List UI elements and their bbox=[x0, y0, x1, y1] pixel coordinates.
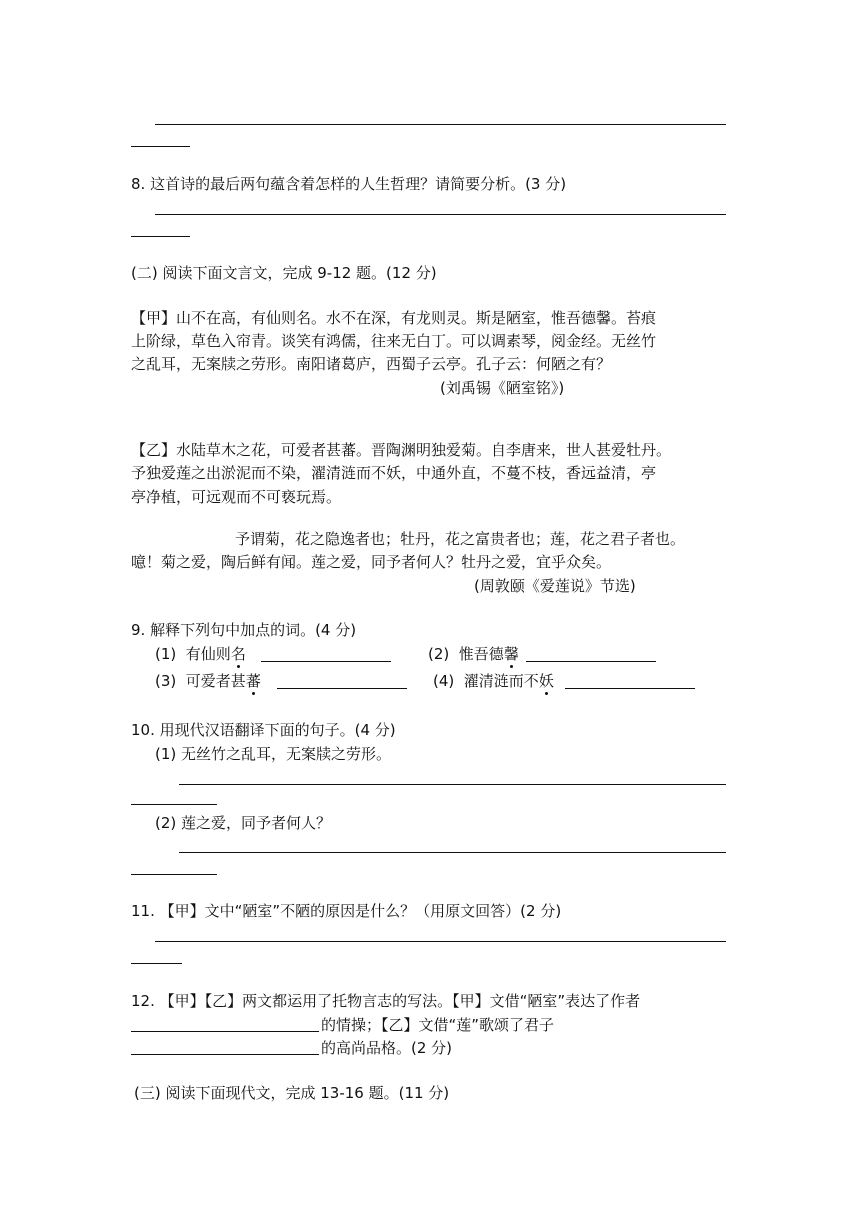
answer-line[interactable] bbox=[131, 874, 217, 875]
answer-line[interactable] bbox=[131, 804, 217, 805]
dotted-word: 馨 bbox=[503, 645, 519, 663]
item-number: (3) bbox=[155, 672, 177, 690]
passage-line: 上阶绿，草色入帘青。谈笑有鸿儒，往来无白丁。可以调素琴，阅金经。无丝竹 bbox=[131, 332, 657, 350]
answer-line[interactable] bbox=[155, 214, 726, 215]
passage-line: 【甲】山不在高，有仙则名。水不在深，有龙则灵。斯是陋室，惟吾德馨。苔痕 bbox=[131, 309, 657, 327]
answer-line[interactable] bbox=[179, 784, 726, 785]
q9-item bbox=[428, 643, 519, 665]
dotted-word: 妖 bbox=[538, 672, 554, 690]
answer-line[interactable] bbox=[131, 146, 190, 147]
passage-line: 噫！菊之爱，陶后鲜有闻。莲之爱，同予者何人？牡丹之爱，宜乎众矣。 bbox=[131, 553, 612, 571]
passage-line: 之乱耳，无案牍之劳形。南阳诸葛庐，西蜀子云亭。孔子云：何陋之有？ bbox=[131, 355, 612, 373]
item-text: 有仙则 bbox=[185, 645, 231, 663]
question-9: 9. 解释下列句中加点的词。(4 分) bbox=[131, 621, 357, 639]
q10-item: (2) 莲之爱，同予者何人？ bbox=[155, 814, 332, 832]
item-text: 可爱者甚 bbox=[185, 672, 246, 690]
answer-blank[interactable] bbox=[131, 1031, 319, 1032]
answer-line[interactable] bbox=[155, 941, 726, 942]
passage-line: 亭净植，可远观而不可亵玩焉。 bbox=[131, 488, 342, 506]
q9-item bbox=[155, 670, 261, 692]
q9-item bbox=[155, 643, 246, 665]
passage-line: 予谓菊，花之隐逸者也；牡丹，花之富贵者也；莲，花之君子者也。 bbox=[235, 530, 686, 548]
item-number: (4) bbox=[433, 672, 455, 690]
answer-line[interactable] bbox=[155, 124, 726, 125]
passage-source: (周敦颐《爱莲说》节选) bbox=[474, 577, 636, 595]
question-8: 8. 这首诗的最后两句蕴含着怎样的人生哲理？请简要分析。(3 分) bbox=[131, 175, 567, 193]
passage-source: (刘禹锡《陋室铭》) bbox=[440, 379, 565, 397]
q9-item bbox=[433, 670, 554, 692]
question-11: 11. 【甲】文中“陋室”不陋的原因是什么？（用原文回答）(2 分) bbox=[131, 902, 562, 920]
dotted-word: 蕃 bbox=[245, 672, 261, 690]
question-12: 12. 【甲】【乙】两文都运用了托物言志的写法。【甲】文借“陋室”表达了作者 bbox=[131, 992, 641, 1010]
answer-line[interactable] bbox=[179, 852, 726, 853]
question-10: 10. 用现代汉语翻译下面的句子。(4 分) bbox=[131, 721, 396, 739]
answer-line[interactable] bbox=[131, 236, 190, 237]
passage-line: 【乙】水陆草木之花，可爱者甚蕃。晋陶渊明独爱菊。自李唐来，世人甚爱牡丹。 bbox=[131, 441, 672, 459]
dotted-word: 名 bbox=[230, 645, 246, 663]
answer-blank[interactable] bbox=[526, 661, 656, 662]
section-heading: (三) 阅读下面现代文，完成 13-16 题。(11 分) bbox=[134, 1084, 450, 1102]
q10-item: (1) 无丝竹之乱耳，无案牍之劳形。 bbox=[155, 745, 392, 763]
section-heading: (二) 阅读下面文言文，完成 9-12 题。(12 分) bbox=[131, 264, 437, 282]
answer-blank[interactable] bbox=[261, 661, 391, 662]
question-12-cont: 的情操；【乙】文借“莲”歌颂了君子 bbox=[321, 1016, 555, 1034]
answer-blank[interactable] bbox=[131, 1054, 319, 1055]
item-text: 濯清涟而不 bbox=[463, 672, 539, 690]
answer-blank[interactable] bbox=[565, 688, 695, 689]
answer-line[interactable] bbox=[131, 963, 182, 964]
passage-line: 予独爱莲之出淤泥而不染，濯清涟而不妖，中通外直，不蔓不枝，香远益清，亭 bbox=[131, 464, 657, 482]
item-number: (1) bbox=[155, 645, 177, 663]
item-number: (2) bbox=[428, 645, 450, 663]
answer-blank[interactable] bbox=[277, 688, 407, 689]
question-12-cont: 的高尚品格。(2 分) bbox=[321, 1039, 453, 1057]
item-text: 惟吾德 bbox=[458, 645, 504, 663]
